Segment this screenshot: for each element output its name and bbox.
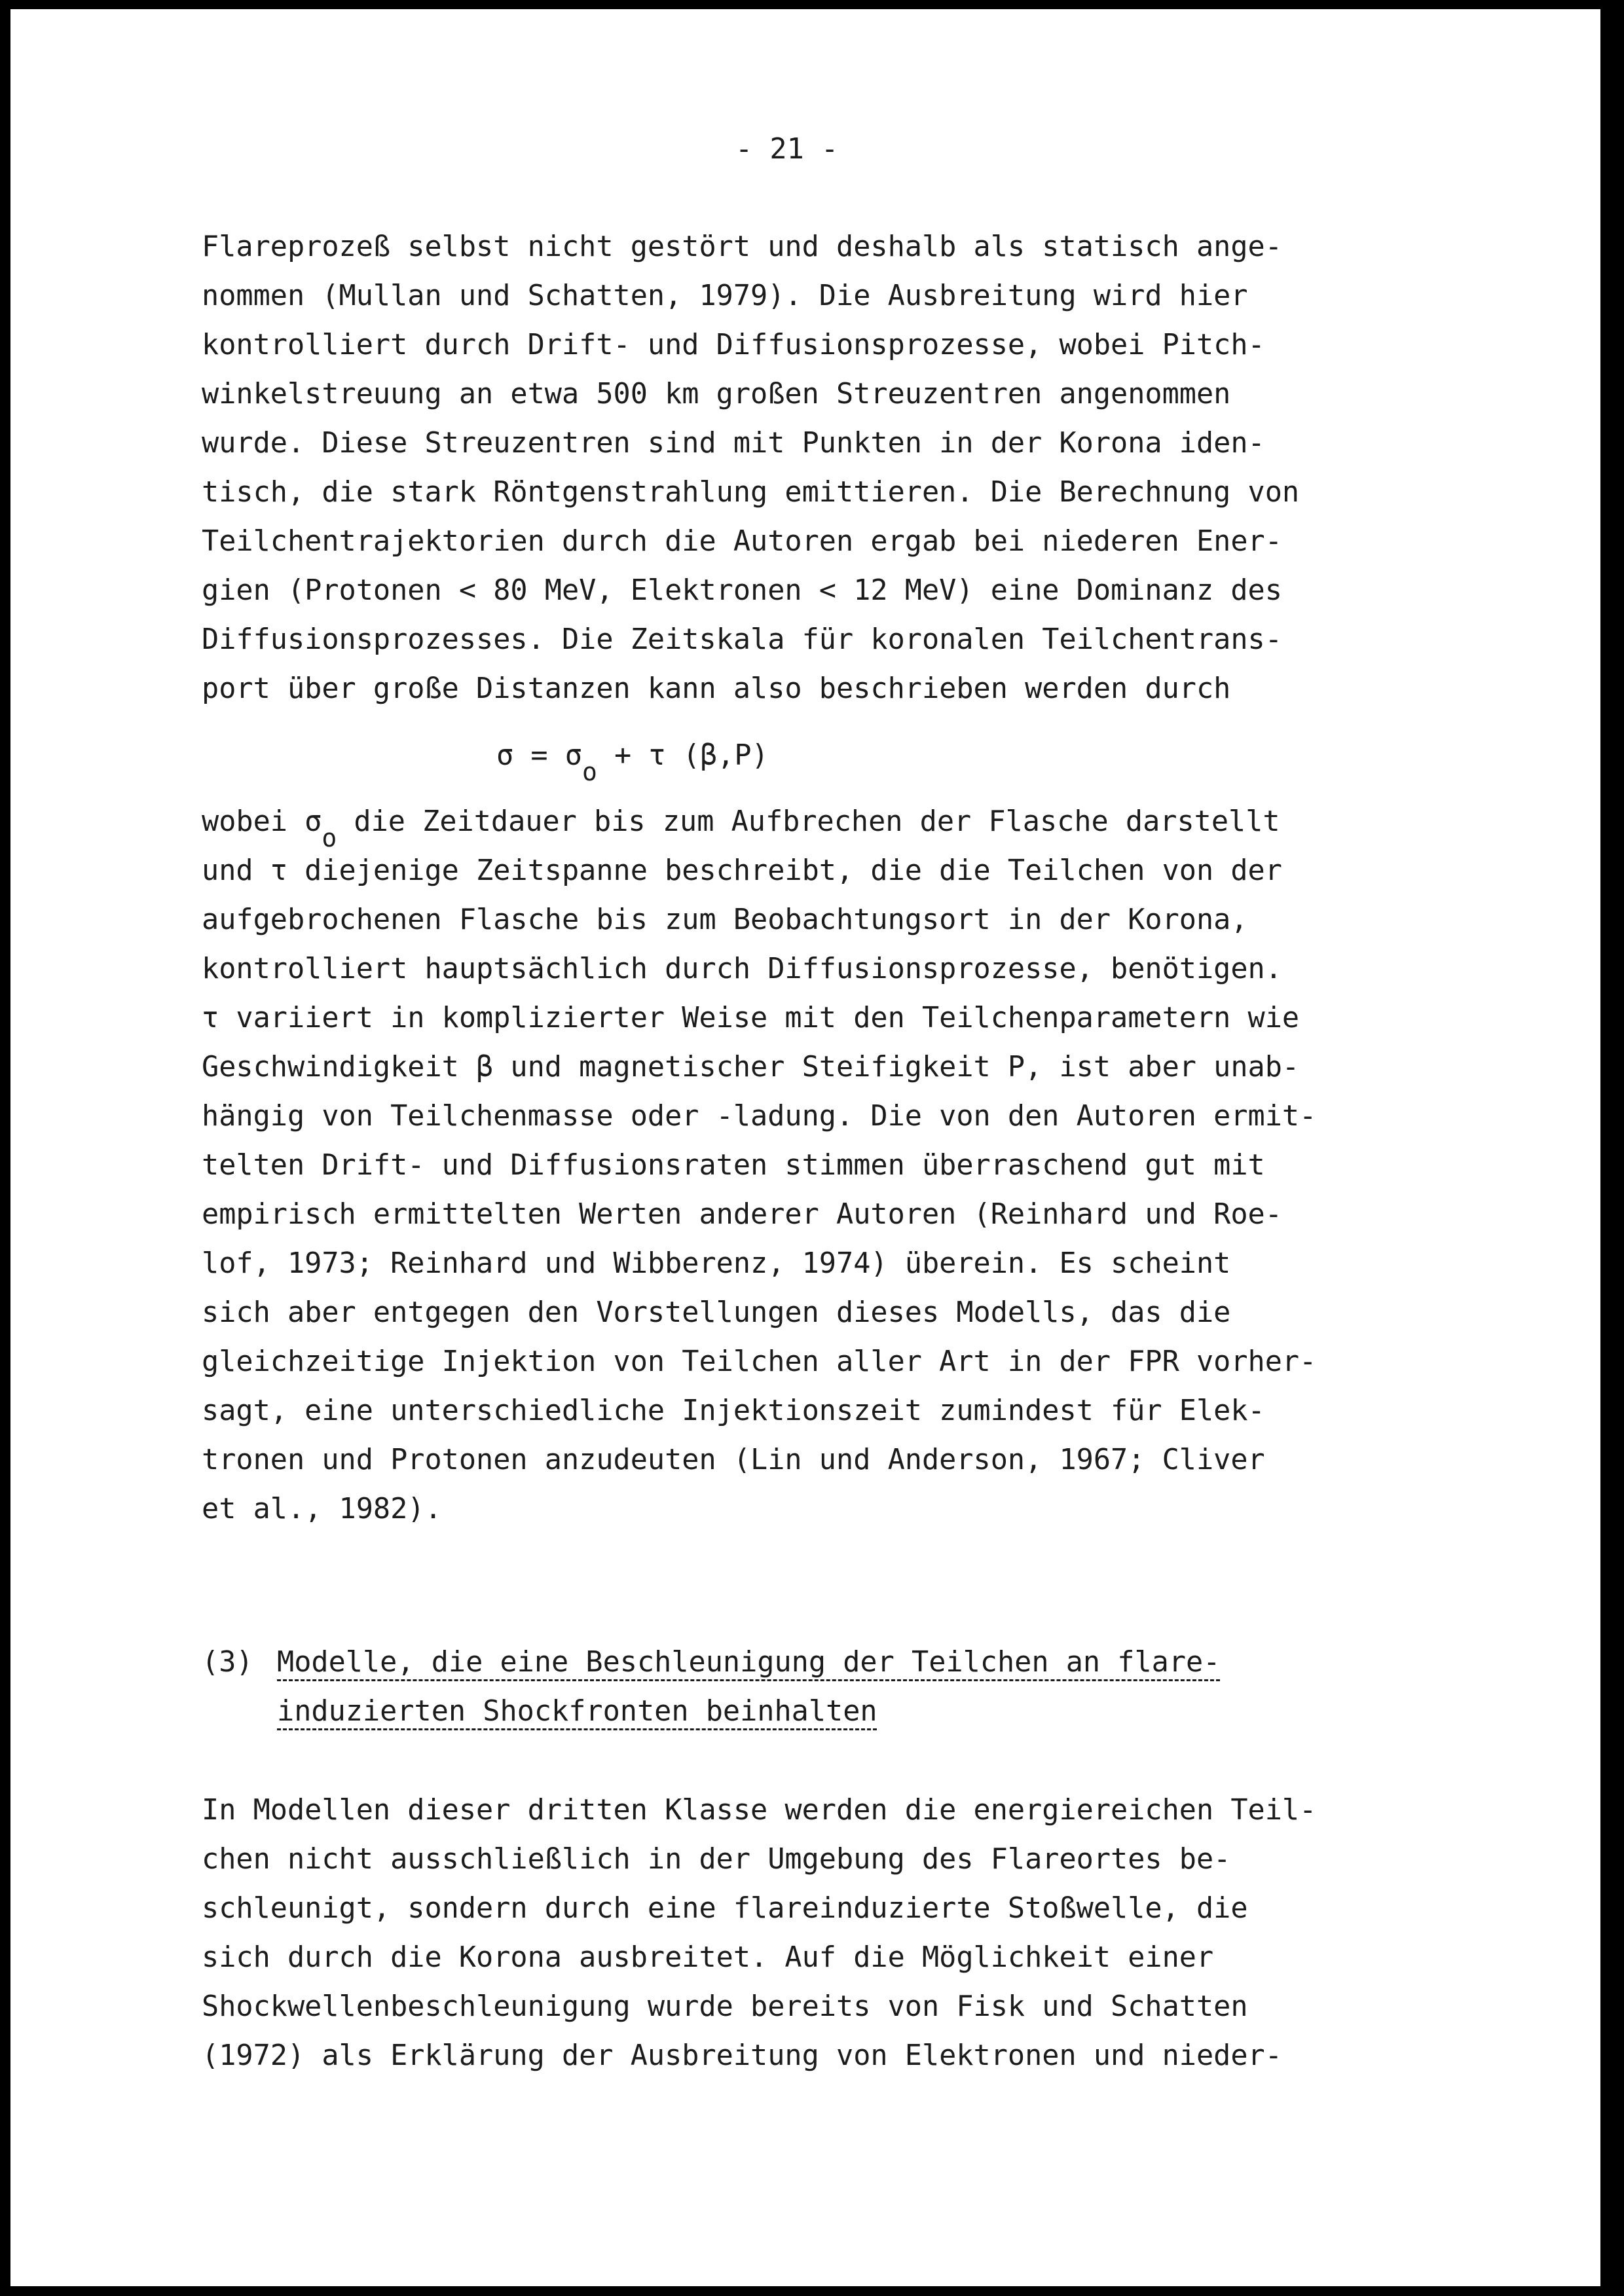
text-line: tisch, die stark Röntgenstrahlung emittieren. Die Berechnung von [202,476,1300,509]
text-line: port über große Distanzen kann also beschrieben werden durch [202,672,1231,705]
text-line: gleichzeitige Injektion von Teilchen aller Art in der FPR vorher- [202,1345,1317,1378]
text-line: τ variiert in komplizierter Weise mit den Teilchenparametern wie [202,1002,1300,1034]
equation-subscript: o [581,757,597,786]
text-line: wurde. Diese Streuzentren sind mit Punkten in der Korona iden- [202,427,1265,460]
text-line: chen nicht ausschließlich in der Umgebung des Flareortes be- [202,1843,1231,1876]
equation [496,739,769,786]
text-line: nommen (Mullan und Schatten, 1979). Die Ausbreitung wird hier [202,280,1248,312]
text-line: und τ diejenige Zeitspanne beschreibt, die die Teilchen von der [202,854,1282,887]
text-fragment: die Zeitdauer bis zum Aufbrechen der Flasche darstellt [337,805,1280,838]
text-line: empirisch ermittelten Werten anderer Autoren (Reinhard und Roe- [202,1198,1282,1231]
text-line: gien (Protonen < 80 MeV, Elektronen < 12 MeV) eine Dominanz des [202,574,1282,607]
text-line: Teilchentrajektorien durch die Autoren ergab bei niederen Ener- [202,525,1282,558]
text-line: aufgebrochenen Flasche bis zum Beobachtungsort in der Korona, [202,903,1248,936]
text-line: kontrolliert durch Drift- und Diffusionsprozesse, wobei Pitch- [202,329,1265,361]
text-line: Diffusionsprozesses. Die Zeitskala für koronalen Teilchentrans- [202,623,1282,656]
text-line [202,805,1280,852]
text-line: sich durch die Korona ausbreitet. Auf die Möglichkeit einer [202,1941,1214,1974]
section-title-line: Modelle, die eine Beschleunigung der Teilchen an flare- [277,1646,1221,1679]
symbol-subscript: o [322,824,337,852]
text-line: tronen und Protonen anzudeuten (Lin und Anderson, 1967; Cliver [202,1444,1265,1476]
section-title-line: induzierten Shockfronten beinhalten [277,1695,877,1728]
text-line: winkelstreuung an etwa 500 km großen Streuzentren angenommen [202,378,1231,410]
text-line: In Modellen dieser dritten Klasse werden die energiereichen Teil- [202,1794,1317,1827]
text-line: lof, 1973; Reinhard und Wibberenz, 1974) überein. Es scheint [202,1247,1231,1280]
section-number: (3) [202,1646,253,1679]
text-line: hängig von Teilchenmasse oder -ladung. Die von den Autoren ermit- [202,1100,1317,1133]
text-line: telten Drift- und Diffusionsraten stimmen überraschend gut mit [202,1149,1265,1182]
equation-rhs: + τ (β,P) [597,739,769,772]
equation-lhs: σ = σ [496,739,582,772]
text-line: (1972) als Erklärung der Ausbreitung von Elektronen und nieder- [202,2039,1282,2072]
text-line: sagt, eine unterschiedliche Injektionszeit zumindest für Elek- [202,1394,1265,1427]
text-line: sich aber entgegen den Vorstellungen dieses Modells, das die [202,1296,1231,1329]
text-line: Flareprozeß selbst nicht gestört und deshalb als statisch ange- [202,230,1282,263]
text-line: et al., 1982). [202,1493,442,1525]
page-number: - 21 - [735,133,839,166]
text-line: Geschwindigkeit β und magnetischer Steifigkeit P, ist aber unab- [202,1051,1300,1084]
text-fragment: wobei σ [202,805,322,838]
text-line: schleunigt, sondern durch eine flareinduzierte Stoßwelle, die [202,1892,1248,1925]
text-line: kontrolliert hauptsächlich durch Diffusionsprozesse, benötigen. [202,953,1282,985]
text-line: Shockwellenbeschleunigung wurde bereits von Fisk und Schatten [202,1990,1248,2023]
